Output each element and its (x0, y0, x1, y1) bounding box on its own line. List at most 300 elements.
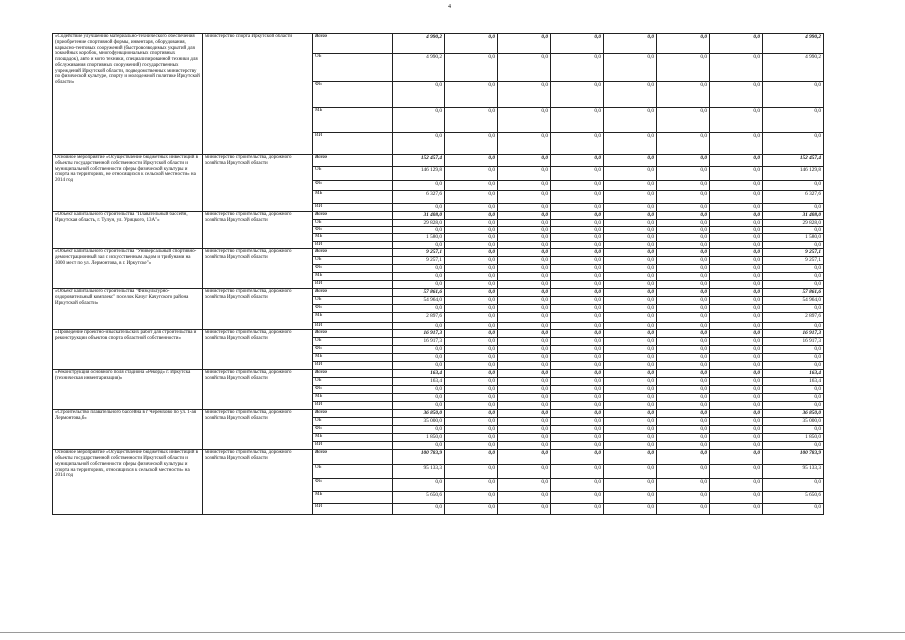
value-cell: 0,0 (657, 450, 710, 465)
funding-source: ФБ (313, 305, 393, 313)
executor-name: министерство строительства, дорожного хозяйства Иркутской области (203, 249, 313, 289)
value-total-cell: 0,0 (763, 281, 824, 289)
table-row (53, 450, 824, 465)
value-cell: 0,0 (445, 167, 498, 181)
value-cell: 0,0 (393, 362, 445, 370)
value-cell: 0,0 (551, 378, 604, 386)
value-cell: 0,0 (551, 181, 604, 191)
value-cell: 0,0 (551, 34, 604, 54)
funding-source: МБ (313, 273, 393, 281)
funding-source: Всего (313, 34, 393, 54)
value-cell: 0,0 (710, 410, 763, 418)
value-cell: 0,0 (657, 465, 710, 479)
value-cell: 0,0 (551, 479, 604, 492)
value-total-cell: 100 783,9 (763, 450, 824, 465)
value-cell: 0,0 (393, 204, 445, 212)
value-cell: 0,0 (551, 418, 604, 426)
value-total-cell: 35 000,0 (763, 418, 824, 426)
value-cell: 0,0 (710, 297, 763, 305)
value-cell: 0,0 (657, 297, 710, 305)
value-cell: 0,0 (445, 465, 498, 479)
value-cell: 0,0 (445, 155, 498, 167)
value-cell: 0,0 (445, 204, 498, 212)
value-cell: 0,0 (498, 273, 551, 281)
value-cell: 0,0 (657, 418, 710, 426)
value-total-cell: 0,0 (763, 108, 824, 133)
value-cell: 163,4 (393, 370, 445, 378)
value-cell: 0,0 (657, 133, 710, 155)
value-cell: 0,0 (604, 181, 657, 191)
table-row (53, 330, 824, 338)
value-cell: 0,0 (604, 191, 657, 204)
value-cell: 0,0 (604, 442, 657, 450)
value-cell: 0,0 (551, 434, 604, 442)
value-cell: 0,0 (445, 289, 498, 297)
value-cell: 0,0 (393, 323, 445, 330)
executor-name: министерство строительства, дорожного хозяйства Иркутской области (203, 330, 313, 370)
value-cell: 0,0 (657, 281, 710, 289)
value-cell: 0,0 (657, 330, 710, 338)
value-cell: 0,0 (551, 410, 604, 418)
value-cell: 0,0 (604, 34, 657, 54)
value-cell: 0,0 (445, 479, 498, 492)
value-cell: 0,0 (657, 370, 710, 378)
value-cell: 0,0 (498, 338, 551, 346)
value-cell: 0,0 (551, 227, 604, 234)
funding-source: ФБ (313, 426, 393, 434)
value-cell: 0,0 (445, 257, 498, 265)
value-total-cell: 0,0 (763, 273, 824, 281)
value-cell: 0,0 (498, 227, 551, 234)
value-total-cell: 2 897,6 (763, 313, 824, 323)
value-cell: 0,0 (657, 54, 710, 82)
value-cell: 152 457,4 (393, 155, 445, 167)
page-number: 4 (448, 4, 451, 10)
value-cell: 0,0 (445, 426, 498, 434)
value-cell: 0,0 (393, 82, 445, 108)
value-cell: 0,0 (551, 212, 604, 220)
funding-source: ИИ (313, 281, 393, 289)
funding-source: Всего (313, 370, 393, 378)
activity-name: «Объект капитального строительства "Плавательный бассейн, Иркутская область, г. Тулун, ул. Урицкого, 13А"» (53, 212, 203, 249)
value-cell: 0,0 (657, 323, 710, 330)
value-cell: 0,0 (498, 378, 551, 386)
budget-table-body (53, 34, 824, 515)
value-cell: 0,0 (604, 82, 657, 108)
value-cell: 0,0 (498, 386, 551, 394)
value-cell: 0,0 (445, 212, 498, 220)
value-cell: 0,0 (445, 434, 498, 442)
funding-source: ИИ (313, 362, 393, 370)
value-cell: 0,0 (498, 362, 551, 370)
value-cell: 0,0 (710, 82, 763, 108)
funding-source: ОБ (313, 220, 393, 227)
value-cell: 0,0 (393, 426, 445, 434)
value-cell: 0,0 (445, 402, 498, 410)
value-cell: 0,0 (604, 492, 657, 504)
value-cell: 0,0 (657, 34, 710, 54)
value-total-cell: 0,0 (763, 305, 824, 313)
value-cell: 0,0 (551, 323, 604, 330)
value-cell: 0,0 (710, 330, 763, 338)
funding-source: Всего (313, 289, 393, 297)
value-cell: 0,0 (604, 305, 657, 313)
value-cell: 0,0 (551, 234, 604, 242)
value-cell: 0,0 (710, 167, 763, 181)
funding-source: МБ (313, 234, 393, 242)
value-cell: 2 897,6 (393, 313, 445, 323)
value-cell: 16 917,3 (393, 338, 445, 346)
value-cell: 0,0 (604, 410, 657, 418)
value-cell: 0,0 (445, 234, 498, 242)
value-cell: 0,0 (445, 323, 498, 330)
value-cell: 0,0 (604, 370, 657, 378)
value-cell: 0,0 (498, 410, 551, 418)
table-row (53, 249, 824, 257)
value-cell: 0,0 (551, 338, 604, 346)
value-cell: 0,0 (393, 305, 445, 313)
value-cell: 0,0 (657, 191, 710, 204)
value-cell: 0,0 (604, 234, 657, 242)
value-cell: 0,0 (393, 265, 445, 273)
value-cell: 0,0 (445, 394, 498, 402)
value-cell: 0,0 (498, 434, 551, 442)
value-cell: 0,0 (710, 313, 763, 323)
value-total-cell: 0,0 (763, 323, 824, 330)
value-cell: 0,0 (604, 313, 657, 323)
activity-name: Основное мероприятие «Осуществление бюджетных инвестиций в объекты государственной собственности Иркутской области и муниципальной собственности сферы физической культуры и спорта на территориях, не относящихся к сельской местности» на 2014 год (53, 155, 203, 212)
value-cell: 0,0 (393, 227, 445, 234)
value-cell: 0,0 (445, 330, 498, 338)
value-cell: 16 917,3 (393, 330, 445, 338)
value-total-cell: 4 990,2 (763, 54, 824, 82)
value-cell: 0,0 (657, 426, 710, 434)
value-cell: 0,0 (551, 442, 604, 450)
value-cell: 0,0 (445, 220, 498, 227)
value-cell: 5 650,6 (393, 492, 445, 504)
value-cell: 0,0 (445, 450, 498, 465)
value-cell: 0,0 (498, 265, 551, 273)
value-cell: 0,0 (657, 249, 710, 257)
value-cell: 0,0 (445, 133, 498, 155)
value-cell: 0,0 (604, 354, 657, 362)
executor-name: министерство строительства, дорожного хозяйства Иркутской области (203, 410, 313, 450)
value-cell: 0,0 (498, 133, 551, 155)
value-cell: 0,0 (393, 442, 445, 450)
value-cell: 0,0 (710, 220, 763, 227)
value-cell: 0,0 (710, 257, 763, 265)
value-cell: 9 257,1 (393, 257, 445, 265)
value-total-cell: 0,0 (763, 394, 824, 402)
value-cell: 0,0 (710, 465, 763, 479)
value-cell: 0,0 (710, 191, 763, 204)
funding-source: ОБ (313, 465, 393, 479)
value-cell: 0,0 (445, 378, 498, 386)
value-cell: 0,0 (657, 257, 710, 265)
value-cell: 0,0 (445, 354, 498, 362)
value-cell: 0,0 (498, 281, 551, 289)
value-cell: 0,0 (551, 108, 604, 133)
value-cell: 0,0 (551, 492, 604, 504)
value-cell: 0,0 (657, 82, 710, 108)
value-cell: 0,0 (551, 362, 604, 370)
table-row (53, 34, 824, 54)
value-cell: 0,0 (657, 289, 710, 297)
value-cell: 6 327,6 (393, 191, 445, 204)
value-cell: 0,0 (604, 504, 657, 515)
value-cell: 0,0 (445, 386, 498, 394)
value-cell: 0,0 (551, 273, 604, 281)
value-cell: 95 133,3 (393, 465, 445, 479)
value-cell: 0,0 (498, 442, 551, 450)
value-cell: 0,0 (445, 249, 498, 257)
funding-source: МБ (313, 434, 393, 442)
value-cell: 0,0 (498, 394, 551, 402)
value-cell: 0,0 (445, 181, 498, 191)
value-cell: 0,0 (498, 402, 551, 410)
value-cell: 0,0 (710, 249, 763, 257)
table-row (53, 410, 824, 418)
value-cell: 0,0 (498, 313, 551, 323)
activity-name: «Проведение проектно-изыскательских работ для строительства и реконструкции объектов спорта областной собственности» (53, 330, 203, 370)
value-total-cell: 0,0 (763, 442, 824, 450)
value-cell: 0,0 (393, 479, 445, 492)
value-cell: 0,0 (445, 242, 498, 249)
value-cell: 0,0 (393, 133, 445, 155)
value-cell: 0,0 (657, 354, 710, 362)
value-cell: 0,0 (657, 108, 710, 133)
value-cell: 0,0 (657, 410, 710, 418)
value-cell: 0,0 (604, 155, 657, 167)
value-cell: 9 257,1 (393, 249, 445, 257)
funding-source: ИИ (313, 402, 393, 410)
value-cell: 0,0 (498, 234, 551, 242)
funding-source: МБ (313, 108, 393, 133)
value-cell: 0,0 (657, 442, 710, 450)
value-cell: 0,0 (445, 346, 498, 354)
value-cell: 0,0 (498, 191, 551, 204)
value-cell: 0,0 (393, 386, 445, 394)
value-cell: 0,0 (604, 402, 657, 410)
funding-source: ИИ (313, 504, 393, 515)
value-cell: 0,0 (657, 181, 710, 191)
value-cell: 0,0 (445, 108, 498, 133)
value-cell: 0,0 (551, 191, 604, 204)
value-cell: 0,0 (604, 418, 657, 426)
value-cell: 0,0 (445, 82, 498, 108)
funding-source: ФБ (313, 82, 393, 108)
table-row (53, 212, 824, 220)
value-cell: 0,0 (710, 386, 763, 394)
value-total-cell: 146 129,8 (763, 167, 824, 181)
value-total-cell: 57 861,6 (763, 289, 824, 297)
table-row (53, 289, 824, 297)
value-total-cell: 36 850,0 (763, 410, 824, 418)
value-cell: 0,0 (604, 265, 657, 273)
value-cell: 0,0 (551, 242, 604, 249)
value-cell: 0,0 (710, 212, 763, 220)
value-cell: 0,0 (445, 281, 498, 289)
value-cell: 0,0 (551, 370, 604, 378)
value-total-cell: 0,0 (763, 402, 824, 410)
funding-source: ФБ (313, 346, 393, 354)
value-cell: 0,0 (393, 273, 445, 281)
value-cell: 0,0 (498, 330, 551, 338)
value-cell: 0,0 (710, 418, 763, 426)
budget-table (52, 33, 824, 515)
value-cell: 0,0 (710, 227, 763, 234)
value-cell: 0,0 (551, 133, 604, 155)
executor-name: министерство спорта Иркутской области (203, 34, 313, 155)
executor-name: министерство строительства, дорожного хозяйства Иркутской области (203, 289, 313, 330)
value-cell: 0,0 (498, 323, 551, 330)
value-cell: 0,0 (498, 354, 551, 362)
value-cell: 0,0 (710, 479, 763, 492)
value-cell: 0,0 (657, 338, 710, 346)
value-cell: 0,0 (393, 281, 445, 289)
value-cell: 0,0 (710, 242, 763, 249)
value-cell: 35 000,0 (393, 418, 445, 426)
value-total-cell: 0,0 (763, 181, 824, 191)
value-cell: 0,0 (393, 504, 445, 515)
funding-source: МБ (313, 354, 393, 362)
funding-source: ФБ (313, 227, 393, 234)
value-total-cell: 1 850,0 (763, 434, 824, 442)
value-cell: 0,0 (710, 362, 763, 370)
value-cell: 0,0 (445, 297, 498, 305)
funding-source: ОБ (313, 167, 393, 181)
page-bottom-edge (0, 632, 905, 633)
value-cell: 0,0 (657, 273, 710, 281)
value-cell: 0,0 (393, 181, 445, 191)
value-total-cell: 0,0 (763, 504, 824, 515)
value-cell: 0,0 (498, 346, 551, 354)
value-cell: 0,0 (604, 257, 657, 265)
value-cell: 0,0 (551, 305, 604, 313)
value-total-cell: 0,0 (763, 82, 824, 108)
value-cell: 0,0 (393, 346, 445, 354)
value-cell: 0,0 (445, 418, 498, 426)
value-cell: 0,0 (710, 402, 763, 410)
value-total-cell: 4 990,2 (763, 34, 824, 54)
value-cell: 0,0 (604, 394, 657, 402)
value-cell: 0,0 (551, 354, 604, 362)
value-cell: 0,0 (604, 323, 657, 330)
funding-source: МБ (313, 394, 393, 402)
funding-source: Всего (313, 249, 393, 257)
value-cell: 0,0 (551, 281, 604, 289)
value-cell: 0,0 (657, 234, 710, 242)
value-cell: 0,0 (551, 330, 604, 338)
value-cell: 0,0 (393, 108, 445, 133)
value-cell: 0,0 (604, 54, 657, 82)
value-cell: 0,0 (657, 492, 710, 504)
value-cell: 0,0 (710, 155, 763, 167)
activity-name: «Объект капитального строительства "Универсальный спортивно-демонстрационный зал с искусственным льдом и трибунами на 3000 мест по ул. Лермонтова, в г. Иркутске"» (53, 249, 203, 289)
value-cell: 0,0 (710, 504, 763, 515)
value-cell: 0,0 (604, 362, 657, 370)
value-cell: 0,0 (604, 273, 657, 281)
value-cell: 0,0 (710, 289, 763, 297)
executor-name: министерство строительства, дорожного хозяйства Иркутской области (203, 155, 313, 212)
value-cell: 0,0 (604, 479, 657, 492)
value-cell: 0,0 (551, 313, 604, 323)
value-cell: 0,0 (393, 402, 445, 410)
value-cell: 0,0 (604, 426, 657, 434)
value-cell: 57 861,6 (393, 289, 445, 297)
value-total-cell: 0,0 (763, 133, 824, 155)
value-cell: 0,0 (498, 465, 551, 479)
value-cell: 1 850,0 (393, 434, 445, 442)
value-cell: 0,0 (604, 330, 657, 338)
value-cell: 0,0 (498, 257, 551, 265)
activity-name: «Объект капитального строительства "Физкультурно-оздоровительный комплекс" поселок Качуг Качугского района Иркутской области» (53, 289, 203, 330)
value-cell: 0,0 (551, 167, 604, 181)
value-cell: 0,0 (498, 418, 551, 426)
value-cell: 0,0 (551, 155, 604, 167)
table-row (53, 155, 824, 167)
value-total-cell: 95 133,3 (763, 465, 824, 479)
funding-source: ФБ (313, 265, 393, 273)
value-total-cell: 5 650,6 (763, 492, 824, 504)
funding-source: МБ (313, 492, 393, 504)
value-cell: 0,0 (445, 338, 498, 346)
value-cell: 0,0 (498, 54, 551, 82)
value-cell: 0,0 (604, 249, 657, 257)
value-cell: 0,0 (657, 394, 710, 402)
value-cell: 0,0 (498, 181, 551, 191)
funding-source: Всего (313, 155, 393, 167)
value-cell: 0,0 (657, 386, 710, 394)
value-cell: 0,0 (551, 249, 604, 257)
value-cell: 0,0 (657, 212, 710, 220)
value-total-cell: 16 917,3 (763, 330, 824, 338)
value-cell: 0,0 (710, 492, 763, 504)
value-cell: 0,0 (445, 54, 498, 82)
value-cell: 0,0 (393, 354, 445, 362)
value-cell: 0,0 (445, 362, 498, 370)
funding-source: ФБ (313, 181, 393, 191)
value-cell: 100 783,9 (393, 450, 445, 465)
value-cell: 0,0 (445, 313, 498, 323)
value-cell: 0,0 (551, 465, 604, 479)
value-cell: 0,0 (604, 204, 657, 212)
value-cell: 0,0 (604, 434, 657, 442)
activity-name: «Содействие улучшению материально-технического обеспечения (приобретение спортивной формы, инвентаря, оборудования, каркасно-тентовых сооружений (быстровозводимых укрытий для хоккейных коробок, многофункциональных спортивных площадок), авто и мото техники, специализированной техники для обслуживания спортивных сооружений) государственных учреждений Иркутской области, подведомственных министерству по физической культуре, спорту и молодежной политике Иркутской области» (53, 34, 203, 155)
value-cell: 0,0 (498, 82, 551, 108)
funding-source: ОБ (313, 297, 393, 305)
funding-source: Всего (313, 330, 393, 338)
value-cell: 0,0 (551, 346, 604, 354)
value-cell: 0,0 (498, 305, 551, 313)
value-cell: 0,0 (445, 504, 498, 515)
value-cell: 0,0 (657, 362, 710, 370)
value-cell: 146 129,8 (393, 167, 445, 181)
value-total-cell: 6 327,6 (763, 191, 824, 204)
value-cell: 0,0 (604, 242, 657, 249)
value-cell: 0,0 (604, 212, 657, 220)
value-total-cell: 0,0 (763, 386, 824, 394)
value-cell: 0,0 (551, 394, 604, 402)
value-total-cell: 54 964,0 (763, 297, 824, 305)
value-total-cell: 0,0 (763, 354, 824, 362)
value-cell: 0,0 (498, 450, 551, 465)
value-cell: 0,0 (551, 402, 604, 410)
value-total-cell: 1 580,0 (763, 234, 824, 242)
value-cell: 0,0 (710, 378, 763, 386)
value-cell: 0,0 (604, 167, 657, 181)
value-cell: 0,0 (498, 492, 551, 504)
